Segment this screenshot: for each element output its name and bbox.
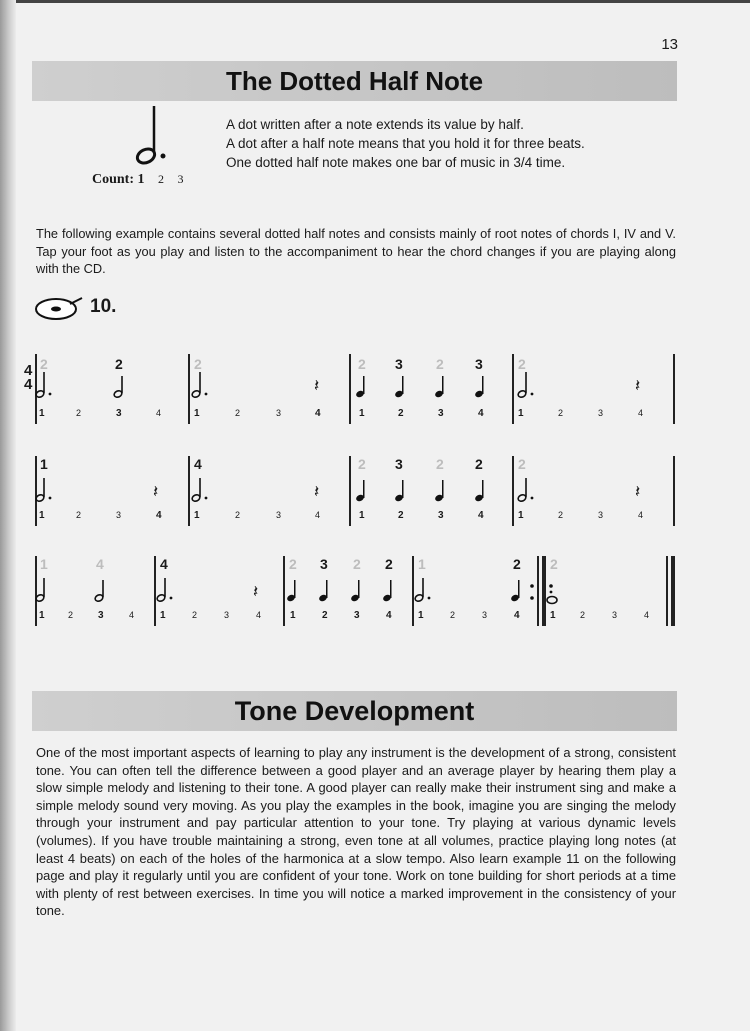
hole-label: 2 [358,356,366,372]
count-number: 3 [598,408,604,418]
quarter-rest-icon: 𝄽 [314,482,320,502]
cd-icon [34,294,84,322]
hole-label: 4 [96,556,104,572]
hole-label: 2 [518,456,526,472]
count-number: 4 [644,610,650,620]
count-number: 3 [438,408,444,419]
count-number: 1 [194,510,200,521]
hole-label: 2 [550,556,558,572]
note-heads [20,552,680,632]
count-3: 3 [177,172,184,186]
count-number: 1 [160,610,166,621]
hole-label: 2 [40,356,48,372]
quarter-rest-icon: 𝄽 [253,582,259,602]
section-banner-tone-development [32,691,677,731]
hole-label: 2 [289,556,297,572]
hole-label: 2 [385,556,393,572]
section-title: The Dotted Half Note [225,66,484,96]
count-number: 1 [550,610,556,621]
count-number: 4 [129,610,135,620]
count-number: 3 [276,510,282,520]
count-number: 4 [315,408,321,419]
intro-line-3: One dotted half note makes one bar of music in 3/4 time. [226,155,566,170]
count-number: 4 [638,408,644,418]
tone-development-text: One of the most important aspects of learning to play any instrument is the development of a strong, consistent tone. You can often tell the difference between a good player and an average player by hearing them play a slow simple melody and listening to their tone. A good player can really make their instrument sing and make a simple melody sound very moving. As you play the examples in the book, imagine you are singing the melody through your instrument and pay particular attention to your tone. Try playing at various dynamic levels (volumes). If you have trouble maintaining a strong, even tone at all volumes, practice playing long notes (at least 4 beats) on each of the holes of the harmonica at a slow tempo. Also learn example 11 on the following page and play it regularly until you are confident of your tone. Work on tone building for short periods at a time with plenty of rest between exercises. In time you will notice a marked improvement in the consistency of your tone. [36,745,676,919]
count-number: 1 [359,408,365,419]
count-number: 3 [482,610,488,620]
section-banner-dotted-half-note [32,61,677,101]
quarter-rest-icon: 𝄽 [635,376,641,396]
hole-label: 1 [40,556,48,572]
count-number: 1 [39,408,45,419]
hole-label: 2 [436,456,444,472]
music-row-2 [20,452,680,532]
count-1: 1 [137,172,145,187]
hole-label: 2 [353,556,361,572]
hole-label: 4 [160,556,168,572]
count-line [92,172,184,188]
count-number: 4 [478,510,484,521]
count-number: 2 [68,610,74,620]
count-number: 1 [418,610,424,621]
intro-line-1: A dot written after a note extends its value by half. [226,117,524,132]
count-number: 3 [612,610,618,620]
example-description: The following example contains several dotted half notes and consists mainly of root notes of chords I, IV and V. Tap your foot as you play and listen to the accompaniment to hear the chord changes if you are playing along with the CD. [36,226,676,276]
hole-label: 2 [115,356,123,372]
count-number: 2 [558,510,564,520]
example-number: 10. [90,296,117,317]
quarter-rest-icon: 𝄽 [153,482,159,502]
count-number: 4 [156,510,162,521]
count-number: 2 [235,408,241,418]
count-number: 2 [558,408,564,418]
count-number: 1 [39,610,45,621]
count-number: 2 [235,510,241,520]
count-number: 3 [224,610,230,620]
count-number: 4 [156,408,162,418]
hole-label: 1 [418,556,426,572]
hole-label: 2 [475,456,483,472]
count-number: 3 [116,510,122,520]
hole-label: 2 [513,556,521,572]
count-number: 1 [39,510,45,521]
count-number: 2 [192,610,198,620]
hole-label: 3 [395,356,403,372]
hole-label: 1 [40,456,48,472]
count-number: 3 [116,408,122,419]
section-title: Tone Development [234,696,475,726]
count-number: 3 [354,610,360,621]
count-number: 1 [518,408,524,419]
quarter-rest-icon: 𝄽 [314,376,320,396]
count-number: 4 [256,610,262,620]
count-number: 4 [386,610,392,621]
count-number: 2 [322,610,328,621]
count-number: 3 [438,510,444,521]
dotted-half-note-icon [130,102,190,172]
count-number: 4 [638,510,644,520]
count-number: 2 [580,610,586,620]
music-row-3 [20,552,680,632]
count-number: 3 [276,408,282,418]
hole-label: 3 [320,556,328,572]
count-number: 3 [598,510,604,520]
count-number: 2 [76,408,82,418]
hole-label: 2 [358,456,366,472]
hole-label: 4 [194,456,202,472]
count-label: Count: [92,172,135,187]
intro-line-2: A dot after a half note means that you hold it for three beats. [226,136,585,151]
count-number: 1 [290,610,296,621]
count-number: 1 [359,510,365,521]
count-number: 4 [315,510,321,520]
count-number: 3 [98,610,104,621]
count-2: 2 [158,172,165,186]
count-number: 1 [518,510,524,521]
count-number: 4 [478,408,484,419]
hole-label: 3 [395,456,403,472]
page-top-rule [16,0,750,3]
time-signature: 4 4 [24,362,33,393]
hole-label: 3 [475,356,483,372]
quarter-rest-icon: 𝄽 [635,482,641,502]
hole-label: 2 [194,356,202,372]
page-number: 13 [661,36,678,53]
music-row-1 [20,350,680,430]
note-heads [20,350,680,430]
count-number: 4 [514,610,520,621]
count-number: 2 [76,510,82,520]
intro-text [226,115,585,172]
count-number: 2 [450,610,456,620]
book-spine-shadow [0,0,16,1031]
count-number: 2 [398,510,404,521]
count-number: 1 [194,408,200,419]
hole-label: 2 [518,356,526,372]
count-number: 2 [398,408,404,419]
hole-label: 2 [436,356,444,372]
note-heads [20,452,680,532]
